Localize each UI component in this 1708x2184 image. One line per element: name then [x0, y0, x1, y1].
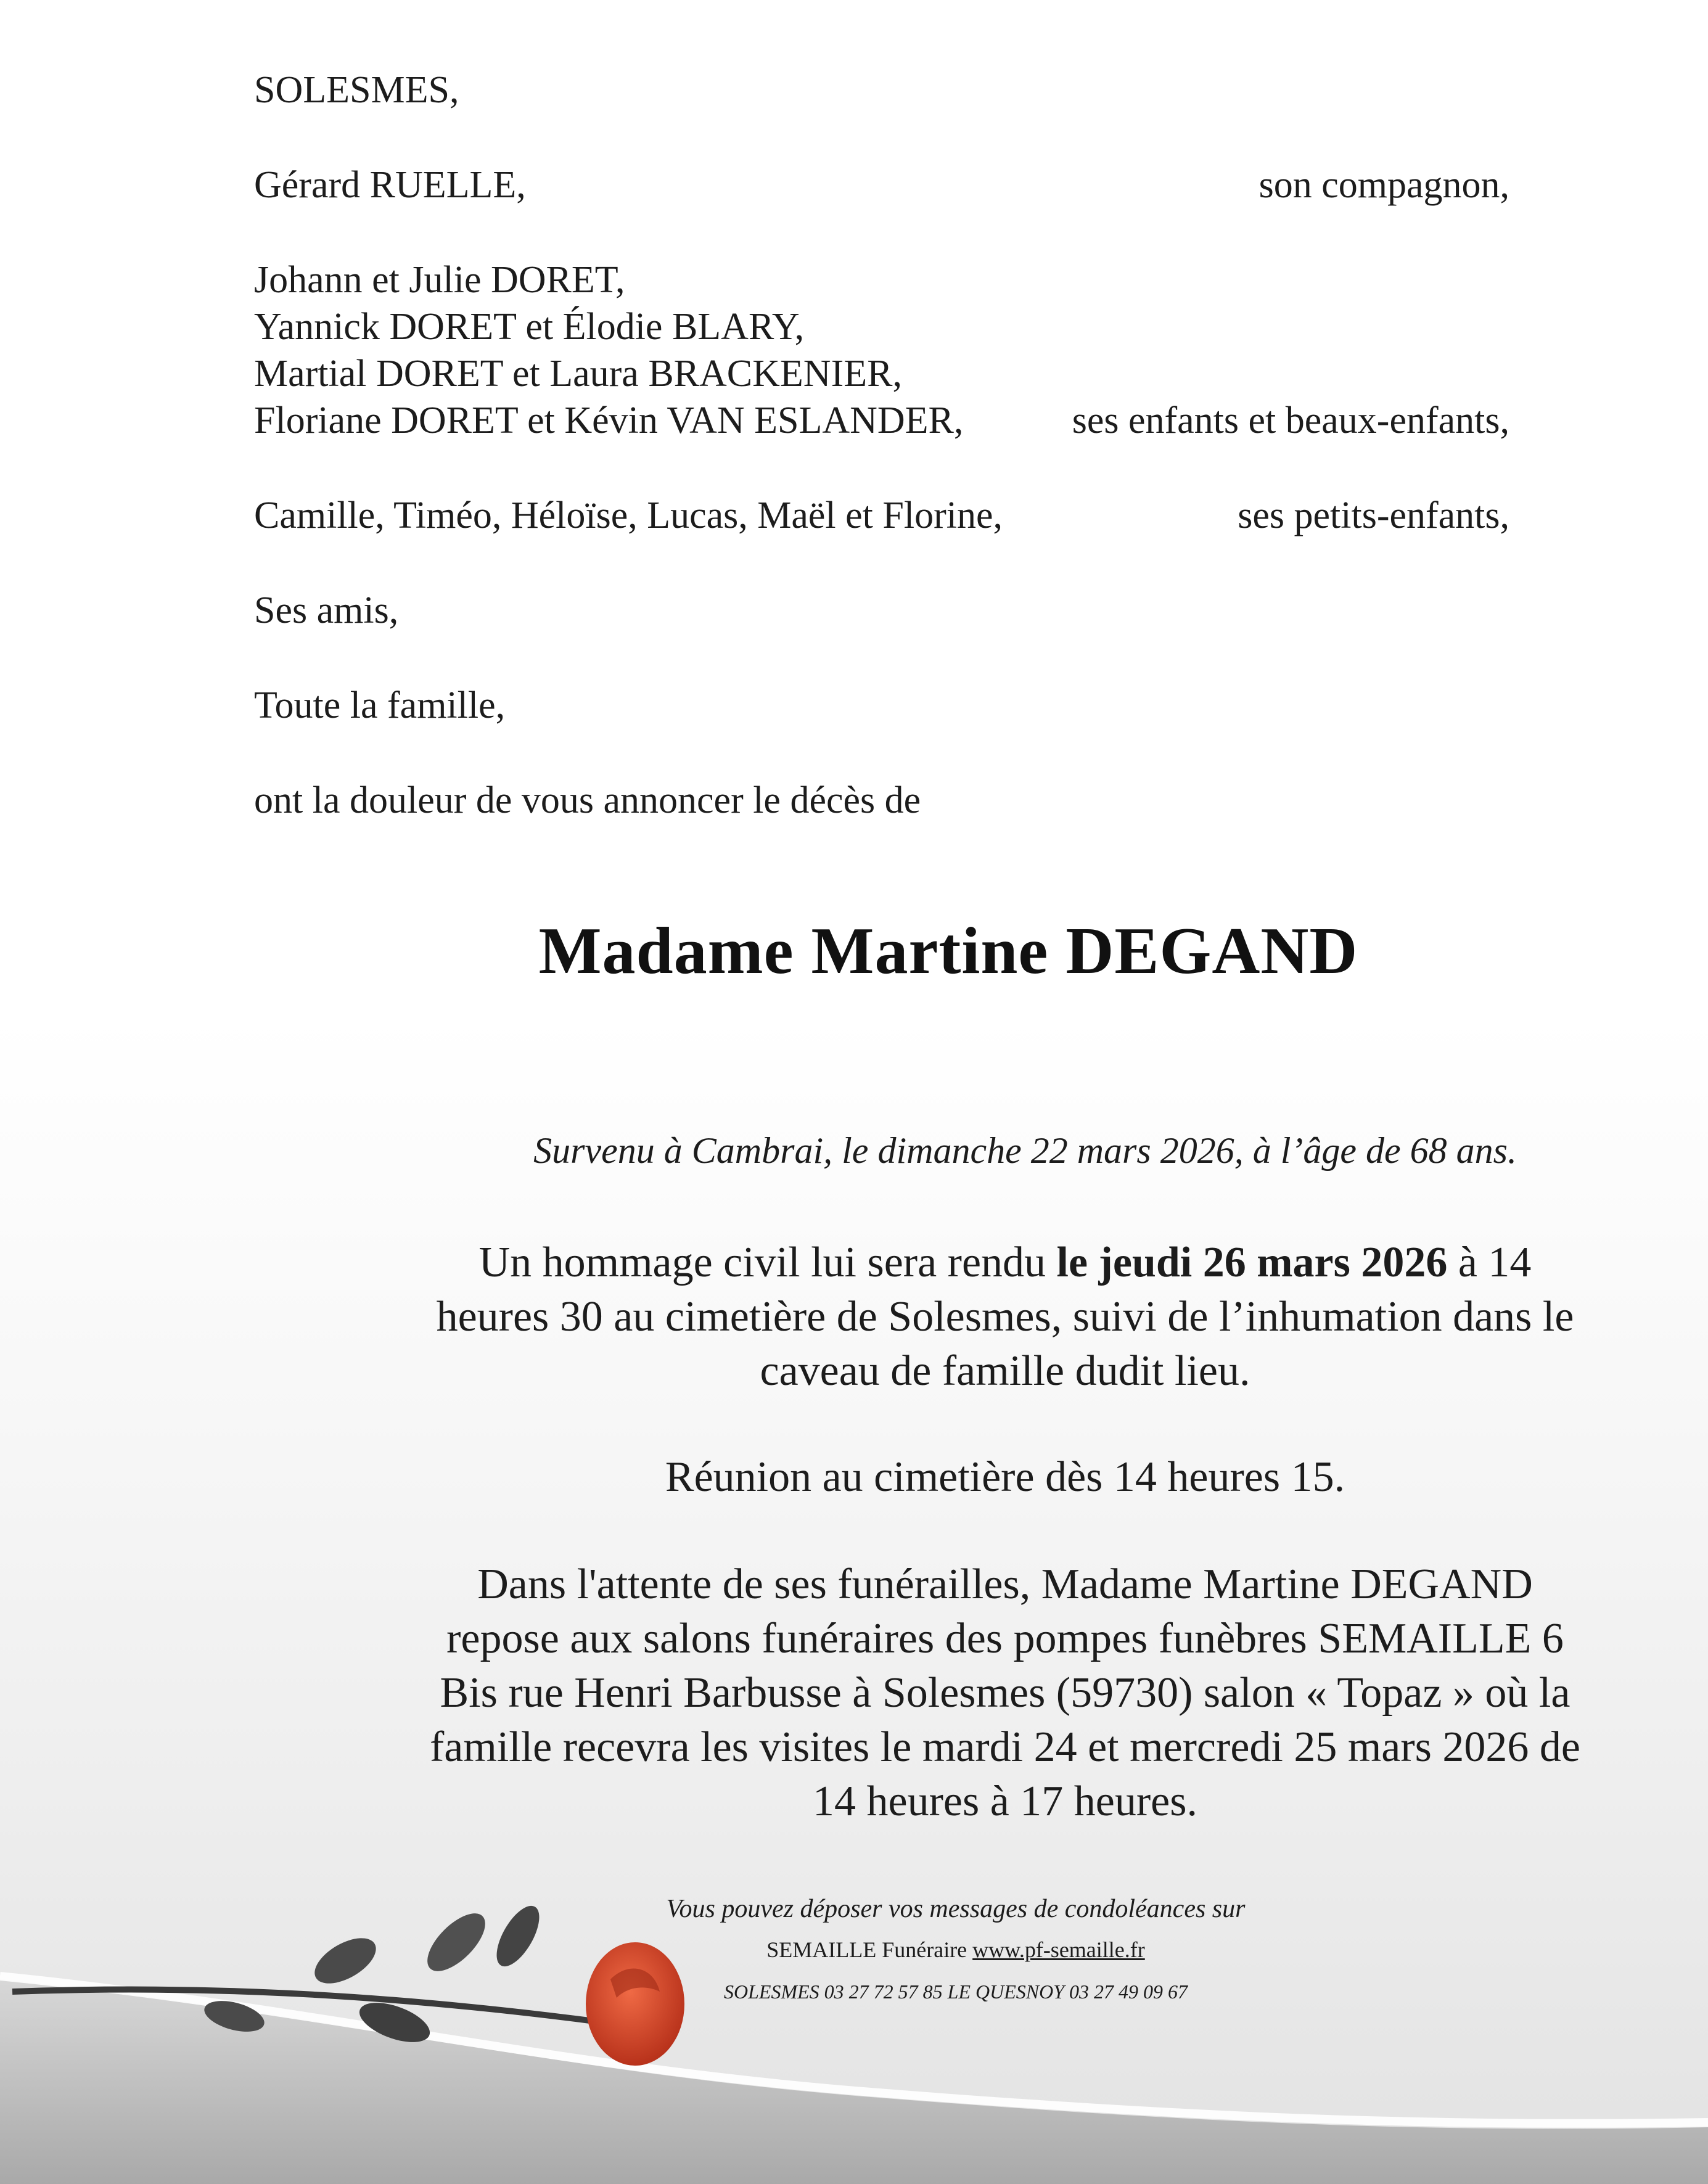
meeting-text: Réunion au cimetière dès 14 heures 15.: [665, 1453, 1345, 1501]
visitation-line-5: 14 heures à 17 heures.: [813, 1778, 1197, 1825]
companion-name: Gérard RUELLE,: [254, 164, 526, 206]
child-line-2: Yannick DORET et Élodie BLARY,: [254, 306, 805, 348]
visitation-paragraph: [364, 1558, 1646, 1829]
child-line-1: Johann et Julie DORET,: [254, 259, 625, 301]
meeting-line: [364, 1450, 1646, 1505]
death-info: Survenu à Cambrai, le dimanche 22 mars 2026, à l’âge de 68 ans.: [533, 1130, 1517, 1171]
visitation-line-2: repose aux salons funéraires des pompes funèbres SEMAILLE 6: [446, 1615, 1564, 1662]
visitation-line-3: Bis rue Henri Barbusse à Solesmes (59730) salon « Topaz » où la: [440, 1669, 1570, 1717]
town-heading: SOLESMES,: [254, 69, 459, 111]
company-name: SEMAILLE Funéraire: [766, 1937, 973, 1962]
companion-role: son compagnon,: [1258, 164, 1509, 206]
children-role: ses enfants et beaux-enfants,: [1072, 400, 1509, 441]
grandchildren-role: ses petits-enfants,: [1238, 495, 1509, 536]
ceremony-text-after: à 14: [1447, 1239, 1532, 1286]
company-line: [493, 1931, 1418, 1968]
family-line: Toute la famille,: [254, 684, 506, 726]
visitation-line-1: Dans l'attente de ses funérailles, Madame Martine DEGAND: [477, 1561, 1533, 1608]
visitation-line-4: famille recevra les visites le mardi 24 et mercredi 25 mars 2026 de: [430, 1723, 1580, 1771]
announcement-line: ont la douleur de vous annoncer le décès de: [254, 779, 921, 821]
child-line-4: Floriane DORET et Kévin VAN ESLANDER,: [254, 400, 964, 441]
rose-on-beach-illustration: [0, 1837, 1708, 2184]
ceremony-paragraph: [364, 1236, 1646, 1398]
condolences-line: Vous pouvez déposer vos messages de condoléances sur: [666, 1895, 1246, 1923]
leaf-2: [418, 1904, 495, 1981]
ceremony-date: le jeudi 26 mars 2026: [1056, 1239, 1448, 1286]
ceremony-line-1: [364, 1236, 1646, 1290]
website-link[interactable]: www.pf-semaille.fr: [972, 1937, 1145, 1962]
phones-line: SOLESMES 03 27 72 57 85 LE QUESNOY 03 27 49 09 67: [723, 1981, 1188, 2003]
friends-line: Ses amis,: [254, 589, 399, 631]
ceremony-text-before: Un hommage civil lui sera rendu: [478, 1239, 1057, 1286]
ceremony-line-2: heures 30 au cimetière de Solesmes, suivi de l’inhumation dans le: [436, 1293, 1574, 1340]
grandchildren-names: Camille, Timéo, Héloïse, Lucas, Maël et Florine,: [254, 495, 1003, 536]
child-line-3: Martial DORET et Laura BRACKENIER,: [254, 353, 902, 395]
leaf-1: [307, 1929, 383, 1992]
ceremony-line-3: caveau de famille dudit lieu.: [760, 1347, 1250, 1395]
deceased-name: Madame Martine DEGAND: [538, 914, 1358, 988]
